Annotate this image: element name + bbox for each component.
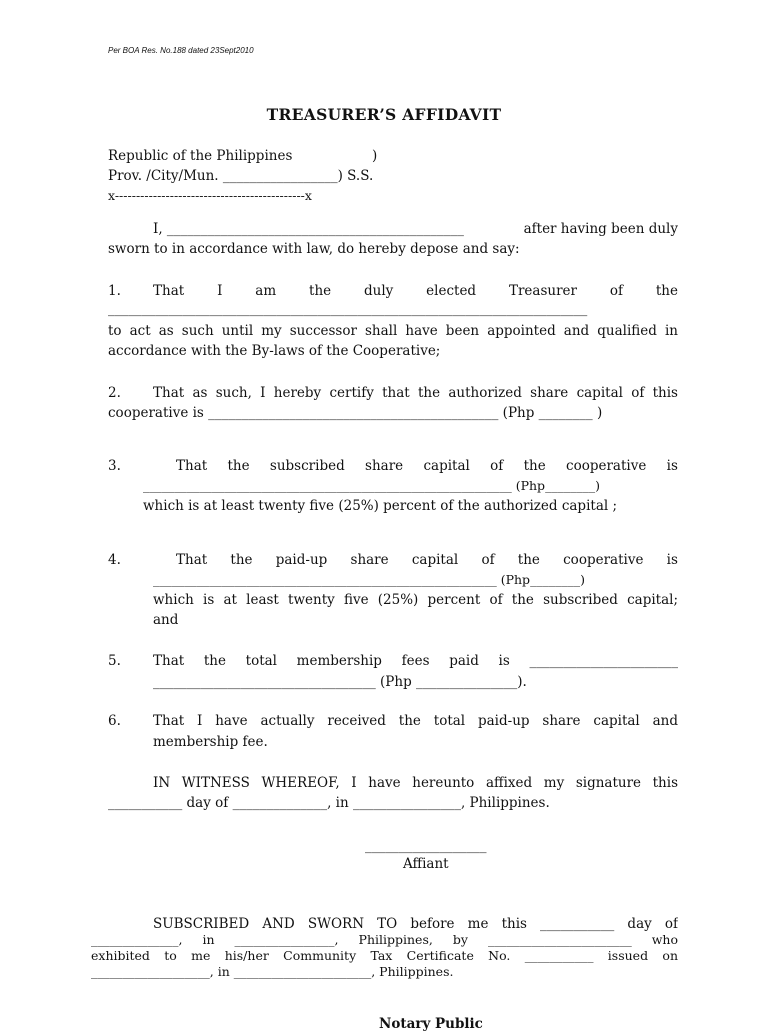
word: That: [153, 283, 185, 299]
item-2-line-2: cooperative is ___________________________________________ (Php ________ ): [108, 405, 603, 421]
word: the: [227, 458, 250, 474]
word: cooperative: [563, 552, 644, 568]
jurat-line-3: exhibited to me his/her Community Tax Certificate No. ___________ issued on: [91, 948, 678, 963]
word: of: [481, 552, 495, 568]
word: is: [498, 653, 510, 669]
item-5-number: 5.: [108, 653, 121, 669]
affiant-signature-line: __________________: [365, 838, 487, 854]
item-4-line-4: and: [153, 612, 179, 628]
venue-paren: ): [372, 148, 378, 164]
word: elected: [426, 283, 477, 299]
word: capital: [423, 458, 470, 474]
jurat-line-2: ______________, in ________________, Philippines, by _______________________ who: [91, 932, 678, 947]
word: That: [153, 653, 185, 669]
witness-line-2: ___________ day of ______________, in ________________, Philippines.: [108, 795, 550, 811]
word: is: [666, 458, 678, 474]
witness-line-1: IN WITNESS WHEREOF, I have hereunto affixed my signature this: [153, 775, 678, 791]
item-3-line-3: which is at least twenty five (25%) percent of the authorized capital ;: [143, 498, 618, 514]
item-3-line-1: [176, 456, 678, 476]
word: of: [609, 283, 623, 299]
item-1-line-4: accordance with the By-laws of the Cooperative;: [108, 343, 441, 359]
word: of: [490, 458, 504, 474]
item-4-line-3: which is at least twenty five (25%) percent of the subscribed capital;: [153, 592, 678, 608]
affiant-label: Affiant: [403, 856, 449, 872]
word: duly: [364, 283, 394, 299]
jurat-line-1: SUBSCRIBED AND SWORN TO before me this ___________ day of: [153, 916, 678, 932]
word: paid-up: [275, 552, 328, 568]
word: total: [245, 653, 277, 669]
word: am: [255, 283, 277, 299]
word: the: [309, 283, 332, 299]
item-2-number: 2.: [108, 385, 121, 401]
word: the: [230, 552, 253, 568]
item-1-line-1: [153, 281, 678, 301]
item-5-line-1: [153, 651, 678, 671]
venue-line-1: Republic of the Philippines: [108, 148, 293, 164]
word: share: [350, 552, 389, 568]
word: paid: [449, 653, 479, 669]
item-4-line-1: [176, 550, 678, 570]
item-5-line-2: _________________________________ (Php _______________).: [153, 674, 527, 690]
venue-line-2: Prov. /City/Mun. _________________) S.S.: [108, 168, 374, 184]
item-6-number: 6.: [108, 713, 121, 729]
word: share: [365, 458, 404, 474]
word: That: [176, 552, 208, 568]
item-6-line-2: membership fee.: [153, 734, 268, 750]
item-2-line-1: That as such, I hereby certify that the authorized share capital of this: [153, 385, 678, 401]
item-1-number: 1.: [108, 283, 121, 299]
word: That: [176, 458, 208, 474]
word: is: [666, 552, 678, 568]
jurat-line-4: ___________________, in ______________________, Philippines.: [91, 964, 454, 979]
word: the: [517, 552, 540, 568]
word: membership: [296, 653, 382, 669]
word: the: [203, 653, 226, 669]
item-4-number: 4.: [108, 552, 121, 568]
intro-line-1b: after having been duly: [523, 221, 678, 237]
header-note: Per BOA Res. No.188 dated 23Sept2010: [108, 46, 254, 55]
item-3-number: 3.: [108, 458, 121, 474]
word: I: [217, 283, 223, 299]
document-title: TREASURER’S AFFIDAVIT: [266, 105, 502, 124]
item-4-line-2: _______________________________________________________ (Php________): [153, 572, 585, 587]
word: cooperative: [566, 458, 647, 474]
word: Treasurer: [508, 283, 577, 299]
word: capital: [411, 552, 459, 568]
item-3-line-2: ___________________________________________________________ (Php________): [143, 478, 600, 493]
word: subscribed: [269, 458, 345, 474]
word: the: [655, 283, 678, 299]
word: fees: [401, 653, 430, 669]
word: the: [523, 458, 546, 474]
item-1-line-3: to act as such until my successor shall have been appointed and qualified in: [108, 323, 678, 339]
notary-public-label: Notary Public: [379, 1016, 483, 1032]
intro-line-1a: I, ____________________________________________: [153, 221, 464, 237]
intro-line-2: sworn to in accordance with law, do hereby depose and say:: [108, 241, 520, 257]
word: ______________________: [529, 653, 678, 669]
item-1-blank-line: _______________________________________________________________________: [108, 301, 588, 317]
venue-line-3: x---------------------------------------------x: [108, 188, 312, 203]
item-6-line-1: That I have actually received the total paid-up share capital and: [153, 713, 678, 729]
